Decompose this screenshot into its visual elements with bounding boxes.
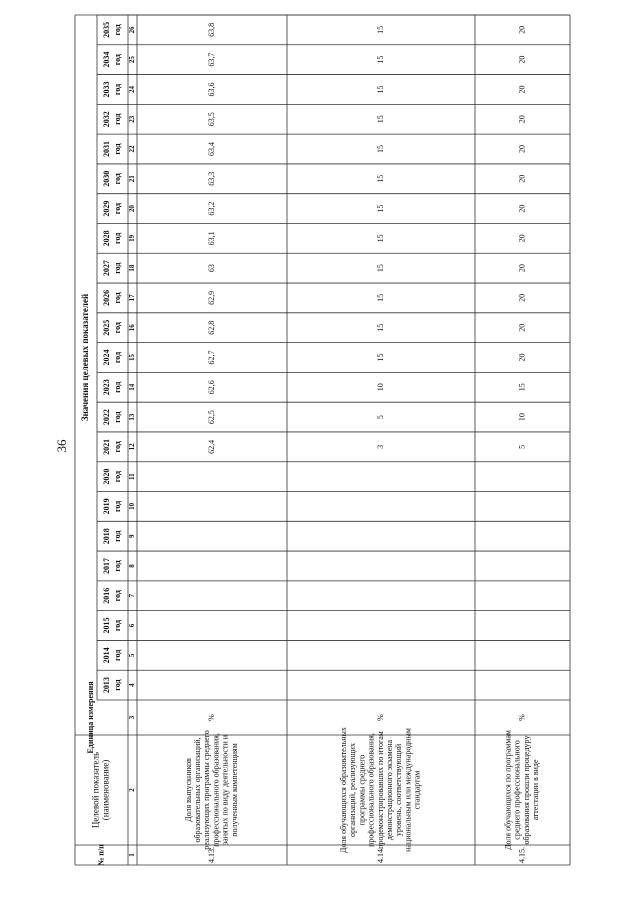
row-value: 63,8	[206, 22, 216, 37]
row-value: 62,6	[206, 380, 216, 395]
year-header-2033: 2033	[101, 81, 111, 98]
svg-text:стандартам: стандартам	[412, 770, 422, 810]
year-header-label: год	[112, 560, 122, 572]
col-number-6: 6	[128, 623, 137, 628]
row-value: 15	[375, 204, 385, 213]
row-value: 63,6	[206, 82, 216, 97]
row-value: 63,4	[206, 142, 216, 157]
row-value: 20	[517, 204, 527, 213]
row-number: 4.14.	[375, 847, 385, 863]
year-header-label: год	[112, 232, 122, 244]
svg-text:занятых по виду деятельности и: занятых по виду деятельности и	[220, 734, 230, 846]
col-number-9: 9	[128, 534, 137, 538]
row-unit: %	[206, 714, 216, 721]
year-header-2015: 2015	[101, 617, 111, 634]
year-header-2028: 2028	[101, 230, 111, 247]
svg-text:образовательных организаций,: образовательных организаций,	[193, 737, 203, 843]
year-header-2031: 2031	[101, 141, 111, 158]
row-value: 10	[517, 413, 527, 422]
row-value: 62,7	[206, 350, 216, 365]
row-value: 15	[375, 323, 385, 332]
row-indicator	[184, 730, 239, 850]
svg-text:образования прошли процедуру: образования прошли процедуру	[521, 735, 531, 845]
col-number-20: 20	[128, 205, 137, 213]
col-number-3: 3	[128, 715, 137, 720]
year-header-label: год	[112, 24, 122, 36]
svg-text:Доля выпускников: Доля выпускников	[183, 758, 193, 822]
row-value: 63,5	[206, 112, 216, 127]
svg-text:аттестации в виде: аттестации в виде	[531, 759, 541, 821]
col-number-19: 19	[128, 234, 137, 242]
row-value: 20	[517, 55, 527, 64]
row-value: 15	[375, 353, 385, 362]
col-number-22: 22	[128, 145, 137, 153]
year-header-label: год	[112, 649, 122, 661]
svg-text:полученным компетенциям: полученным компетенциям	[229, 743, 239, 837]
col-number-23: 23	[128, 115, 137, 123]
row-value: 20	[517, 293, 527, 302]
row-value: 63,3	[206, 171, 216, 186]
year-header-2024: 2024	[101, 349, 111, 366]
year-header-label: год	[112, 113, 122, 125]
indicator-header	[91, 752, 111, 828]
row-value: 15	[375, 234, 385, 243]
year-header-label: год	[112, 441, 122, 453]
col-number-25: 25	[128, 56, 137, 64]
year-header-2021: 2021	[101, 438, 111, 455]
col-number-5: 5	[128, 653, 137, 658]
year-header-2032: 2032	[101, 111, 111, 128]
col-number-11: 11	[128, 473, 137, 480]
row-value: 5	[375, 415, 385, 420]
col-number-15: 15	[128, 354, 137, 361]
row-value: 5	[517, 444, 527, 449]
row-value: 15	[375, 174, 385, 183]
row-value: 20	[517, 145, 527, 154]
no-header: № п/п	[96, 844, 106, 866]
year-header-label: год	[112, 83, 122, 96]
row-value: 20	[517, 174, 527, 183]
row-value: 20	[517, 353, 527, 362]
svg-text:профессионального образования,: профессионального образования,	[211, 733, 221, 847]
svg-text:профессионального образования,: профессионального образования,	[366, 733, 376, 847]
year-header-label: год	[112, 202, 122, 215]
year-header-label: год	[112, 590, 122, 602]
row-value: 20	[517, 25, 527, 34]
row-value: 62,4	[206, 439, 216, 454]
year-header-2017: 2017	[101, 557, 111, 574]
values-header: Значения целевых показателей	[80, 293, 91, 422]
svg-text:(наименование): (наименование)	[100, 759, 111, 821]
row-value: 62,5	[206, 410, 216, 425]
year-header-label: год	[112, 351, 122, 364]
year-header-2022: 2022	[101, 409, 111, 426]
row-indicator	[339, 727, 422, 853]
year-header-2035: 2035	[101, 21, 111, 38]
year-header-2029: 2029	[101, 200, 111, 217]
col-number-24: 24	[128, 85, 137, 93]
row-number: 4.15.	[517, 847, 527, 863]
year-header-label: год	[112, 262, 122, 274]
row-value: 63,2	[206, 201, 216, 216]
year-header-2019: 2019	[101, 498, 111, 515]
year-header-2027: 2027	[101, 260, 111, 277]
year-header-label: год	[112, 679, 122, 691]
svg-text:Целевой показатель: Целевой показатель	[90, 751, 101, 829]
col-number-1: 1	[128, 853, 137, 857]
row-value: 62,9	[206, 290, 216, 305]
year-header-label: год	[112, 411, 122, 423]
row-value: 20	[517, 85, 527, 94]
unit-header: Единица измерения	[85, 681, 95, 754]
year-header-2020: 2020	[101, 468, 111, 485]
year-header-2018: 2018	[101, 528, 111, 545]
svg-text:демонстрационного экзамена: демонстрационного экзамена	[385, 739, 395, 841]
row-value: 3	[375, 444, 385, 449]
svg-text:реализующих программы среднего: реализующих программы среднего	[202, 730, 212, 850]
year-header-label: год	[112, 471, 122, 483]
col-number-17: 17	[128, 294, 137, 302]
year-header-label: год	[112, 530, 122, 542]
row-value: 63	[206, 264, 216, 273]
row-value: 20	[517, 115, 527, 124]
row-value: 10	[375, 383, 385, 392]
row-value: 20	[517, 264, 527, 273]
year-header-2016: 2016	[101, 587, 111, 604]
svg-text:среднего профессионального: среднего профессионального	[512, 740, 522, 840]
row-value: 63,7	[206, 52, 216, 67]
col-number-13: 13	[128, 413, 137, 421]
col-number-8: 8	[128, 564, 137, 568]
year-header-2026: 2026	[101, 289, 111, 306]
year-header-2034: 2034	[101, 51, 111, 68]
col-number-16: 16	[128, 324, 137, 332]
svg-text:программы среднего: программы среднего	[357, 754, 367, 826]
svg-text:Доля обучающихся по программам: Доля обучающихся по программам	[503, 730, 513, 850]
row-value: 15	[375, 145, 385, 154]
svg-text:уровень, соответствующий: уровень, соответствующий	[394, 743, 404, 837]
row-value: 15	[375, 55, 385, 64]
year-header-2030: 2030	[101, 170, 111, 187]
col-number-7: 7	[128, 594, 137, 598]
year-header-2023: 2023	[101, 379, 111, 396]
row-unit: %	[375, 714, 385, 721]
year-header-2013: 2013	[101, 677, 111, 694]
row-value: 15	[375, 115, 385, 124]
row-value: 15	[517, 383, 527, 392]
row-number: 4.13.	[206, 847, 216, 863]
year-header-label: год	[112, 143, 122, 155]
year-header-label: год	[112, 619, 122, 632]
year-header-label: год	[112, 381, 122, 393]
svg-text:национальным или международным: национальным или международным	[403, 728, 413, 852]
row-value: 20	[517, 234, 527, 243]
row-value: 15	[375, 85, 385, 94]
col-number-4: 4	[128, 683, 137, 687]
col-number-12: 12	[128, 443, 137, 451]
svg-text:организаций, реализующих: организаций, реализующих	[348, 743, 358, 837]
row-value: 63,1	[206, 231, 216, 246]
year-header-label: год	[112, 292, 122, 304]
year-header-label: год	[112, 500, 122, 513]
row-value: 15	[375, 25, 385, 34]
year-header-label: год	[112, 322, 122, 334]
col-number-18: 18	[128, 264, 137, 272]
svg-text:Доля обучающихся образовательн: Доля обучающихся образовательных	[339, 727, 349, 853]
year-header-2014: 2014	[101, 647, 111, 664]
year-header-label: год	[112, 54, 122, 66]
col-number-21: 21	[128, 175, 137, 183]
col-number-26: 26	[128, 26, 137, 34]
row-value: 15	[375, 264, 385, 273]
col-number-10: 10	[128, 502, 137, 510]
row-value: 62,8	[206, 320, 216, 335]
row-value: 15	[375, 293, 385, 302]
row-unit: %	[517, 714, 527, 721]
page-number: 36	[54, 439, 69, 453]
row-indicator	[504, 730, 541, 850]
row-value: 20	[517, 323, 527, 332]
col-number-14: 14	[128, 383, 137, 391]
year-header-label: год	[112, 173, 122, 185]
year-header-2025: 2025	[101, 319, 111, 336]
col-number-2: 2	[128, 788, 137, 792]
svg-text:продемонстрировавших по итогам: продемонстрировавших по итогам	[375, 731, 385, 849]
